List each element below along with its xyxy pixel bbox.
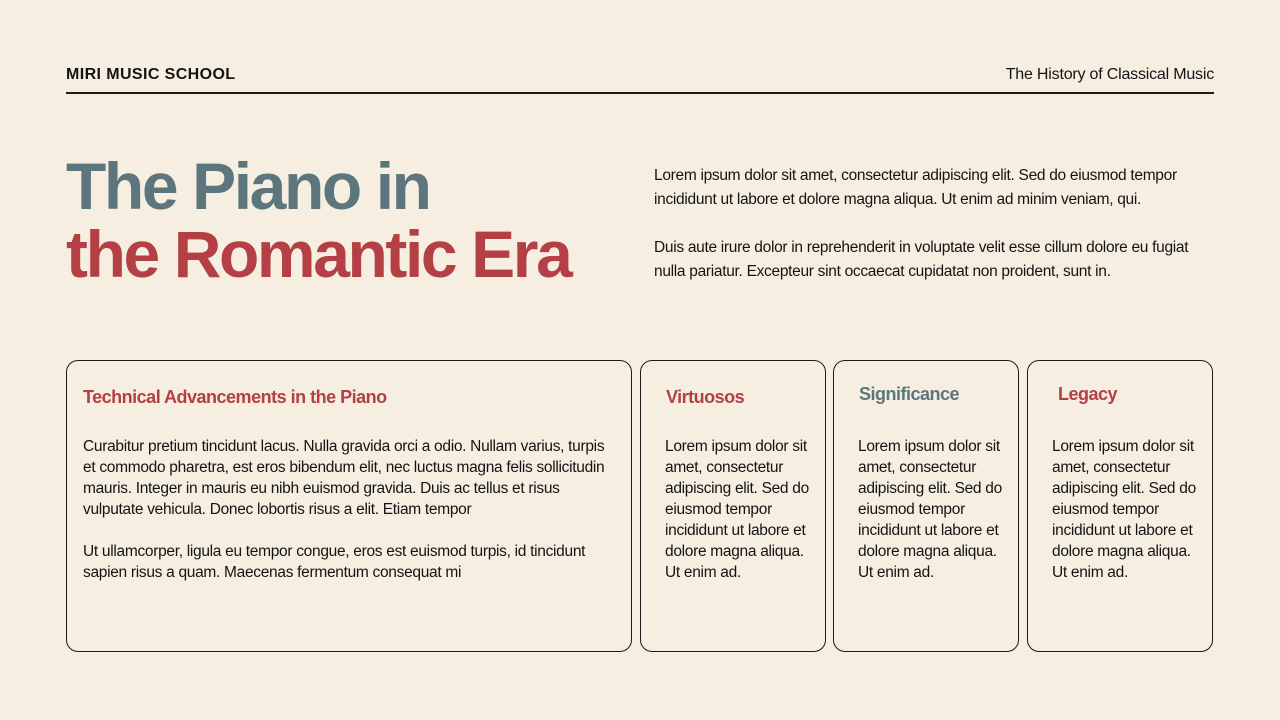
- title-line-1: The Piano in: [66, 149, 430, 223]
- card-virtuosos: [640, 360, 826, 652]
- card-body-significance: Lorem ipsum dolor sit amet, consectetur adipiscing elit. Sed do eiusmod tempor incididunt ut labore et dolore magna aliqua. Ut enim ad.: [858, 438, 1002, 581]
- card-significance: [833, 360, 1019, 652]
- brand-name: MIRI MUSIC SCHOOL: [66, 66, 236, 83]
- card-heading-legacy: Legacy: [1058, 384, 1118, 404]
- page-title: [66, 149, 626, 291]
- intro-paragraph-1: Lorem ipsum dolor sit amet, consectetur adipiscing elit. Sed do eiusmod tempor incididunt ut labore et dolore magna aliqua. Ut enim ad minim veniam, qui.: [654, 167, 1177, 208]
- card-technical-advancements: [66, 360, 632, 652]
- card-heading-virtuosos: Virtuosos: [666, 387, 745, 407]
- header-bar: [66, 64, 1214, 94]
- intro-text: [654, 164, 1214, 308]
- card-body-legacy: Lorem ipsum dolor sit amet, consectetur adipiscing elit. Sed do eiusmod tempor incididunt ut labore et dolore magna aliqua. Ut enim ad.: [1052, 438, 1196, 581]
- presentation-topic: The History of Classical Music: [1005, 66, 1214, 83]
- card-body-virtuosos: Lorem ipsum dolor sit amet, consectetur adipiscing elit. Sed do eiusmod tempor incididunt ut labore et dolore magna aliqua. Ut enim ad.: [665, 438, 809, 581]
- card-heading-technical: Technical Advancements in the Piano: [83, 387, 387, 407]
- card-legacy: [1027, 360, 1213, 652]
- intro-paragraph-2: Duis aute irure dolor in reprehenderit in voluptate velit esse cillum dolore eu fugiat nulla pariatur. Excepteur sint occaecat cupidatat non proident, sunt in.: [654, 239, 1189, 280]
- card-body-technical: [83, 436, 619, 604]
- card-technical-paragraph-1: Curabitur pretium tincidunt lacus. Nulla gravida orci a odio. Nullam varius, turpis et commodo pharetra, est eros bibendum elit, nec luctus magna felis sollicitudin mauris. Integer in mauris eu nibh euismod gravida. Duis ac tellus et risus vulputate vehicula. Donec lobortis risus a elit. Etiam tempor: [83, 438, 605, 518]
- card-technical-paragraph-2: Ut ullamcorper, ligula eu tempor congue, eros est euismod turpis, id tincidunt sapien risus a quam. Maecenas fermentum consequat mi: [83, 543, 586, 581]
- title-line-2: the Romantic Era: [66, 217, 571, 291]
- card-heading-significance: Significance: [859, 384, 960, 404]
